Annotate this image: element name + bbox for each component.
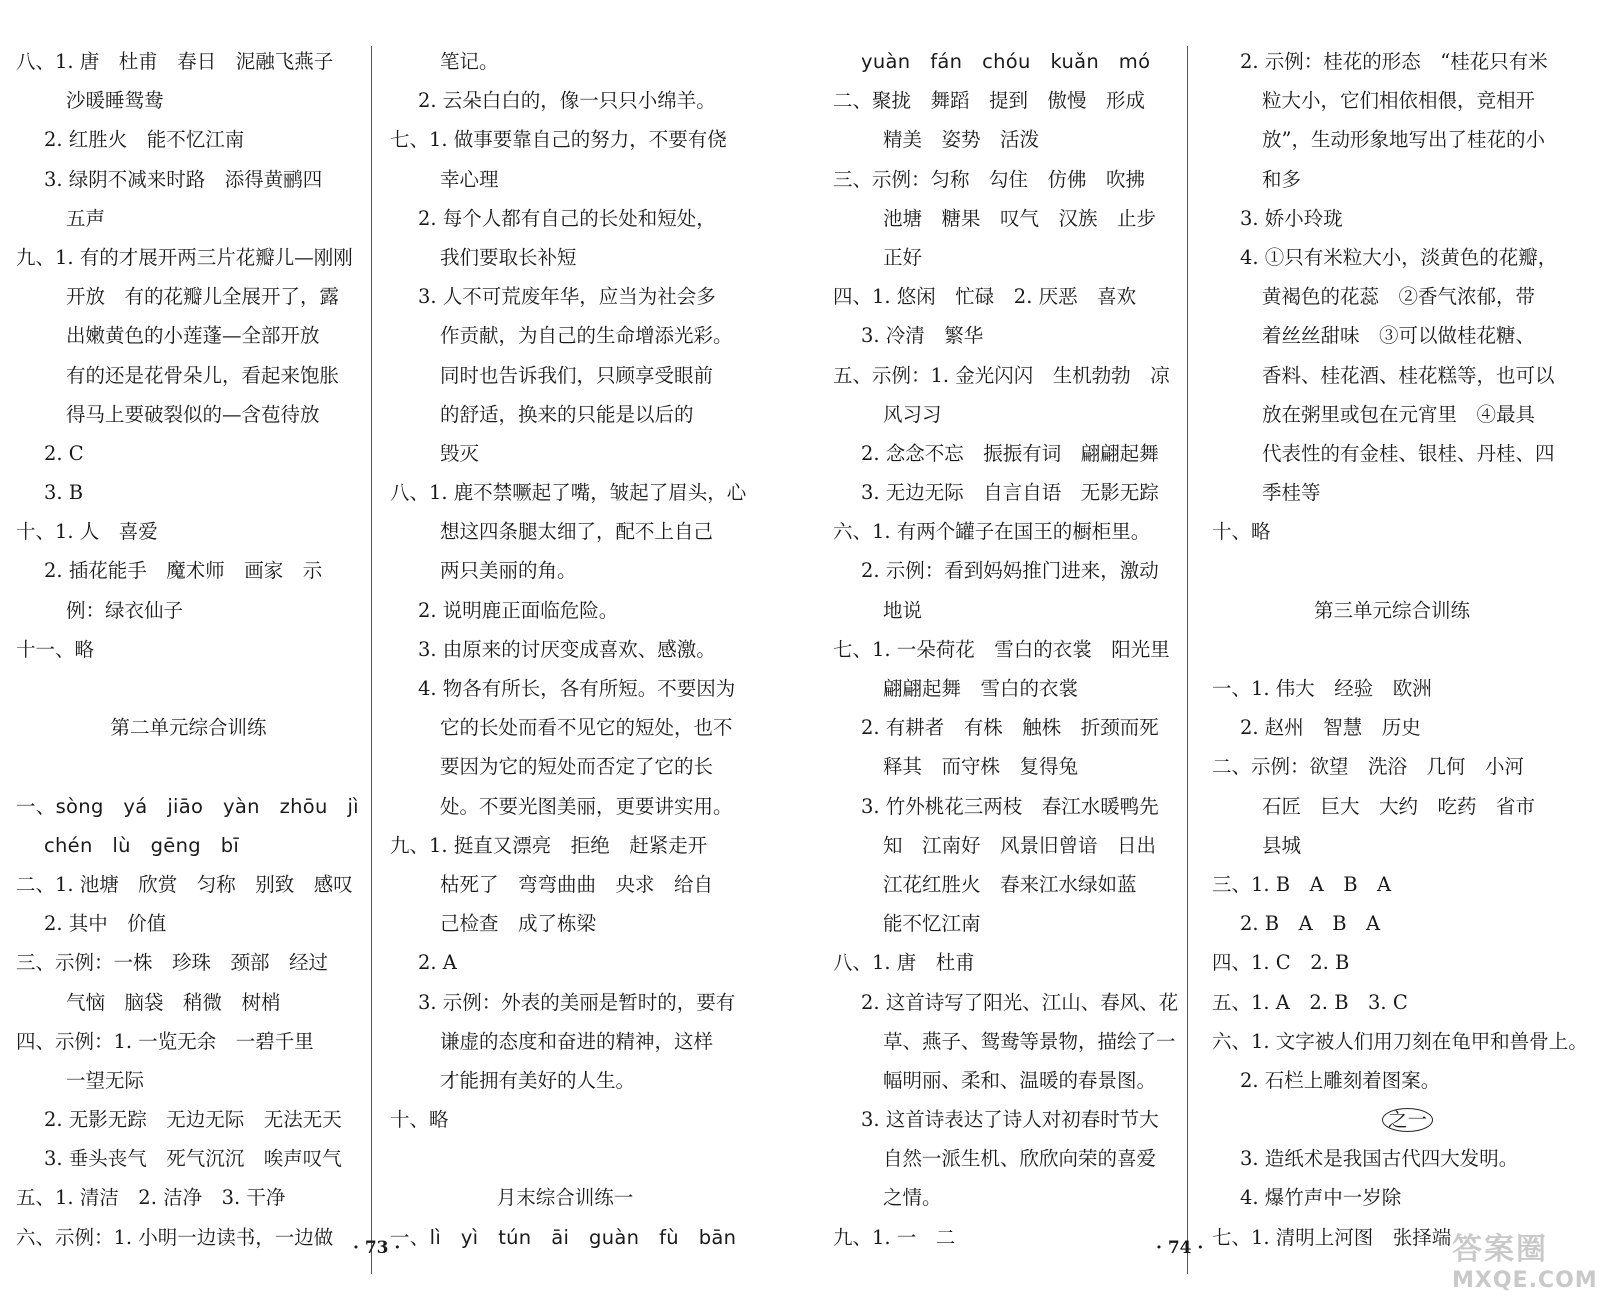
answer-line: yuàn fán chóu kuǎn mó: [861, 50, 1151, 73]
answer-line: 3. 造纸术是我国古代四大发明。: [1240, 1147, 1519, 1171]
answer-line: 处。不要光图美丽，更要讲实用。: [440, 794, 733, 818]
answer-line: 我们要取长补短: [440, 245, 577, 269]
blank-line: [1212, 630, 1572, 669]
answer-line: 精美 姿势 活泼: [883, 128, 1040, 152]
answer-line: 能不忆江南: [883, 912, 981, 936]
answer-line: 十、略: [390, 1108, 449, 1132]
answer-line: 2. 这首诗写了阳光、江山、春风、花: [861, 990, 1179, 1014]
answer-line: 五声: [66, 206, 106, 230]
answer-line: 2. B A B A: [1240, 912, 1381, 936]
answer-line: chén lù gēng bī: [44, 833, 240, 857]
answer-line: 例：绿衣仙子: [66, 598, 184, 622]
answer-line: 2. 赵州 智慧 历史: [1240, 716, 1421, 740]
answer-line: [1212, 1100, 1572, 1139]
answer-line: 2. 示例：桂花的形态 “桂花只有米: [1240, 50, 1548, 73]
answer-line: 二、1. 池塘 欣赏 匀称 别致 感叹: [16, 872, 353, 896]
answer-line: 四、示例：1. 一览无余 一碧千里: [16, 1029, 314, 1053]
answer-line: 笔记。: [440, 50, 499, 73]
answer-line: 七、1. 一朵荷花 雪白的衣裳 阳光里: [833, 637, 1170, 661]
answer-line: 它的长处而看不见它的短处，也不: [440, 716, 733, 740]
answer-line: 4. 爆竹声中一岁除: [1240, 1186, 1402, 1210]
answer-line: 江花红胜火 春来江水绿如蓝: [883, 872, 1137, 896]
answer-line: 2. 插花能手 魔术师 画家 示: [44, 559, 323, 583]
answer-line: 自然一派生机、欣欣向荣的喜爱: [883, 1147, 1157, 1171]
answer-line: 八、1. 鹿不禁噘起了嘴，皱起了眉头，心: [390, 481, 747, 505]
answer-line: 六、1. 文字被人们用刀刻在龟甲和兽骨上。: [1212, 1029, 1588, 1053]
answer-line: 幅明丽、柔和、温暖的春景图。: [883, 1068, 1157, 1092]
blank-line: [390, 1139, 740, 1178]
answer-line: 3. B: [44, 481, 84, 505]
answer-line: 2. 每个人都有自己的长处和短处，: [418, 206, 716, 230]
answer-line: 八、1. 唐 杜甫 春日 泥融飞燕子: [16, 50, 334, 73]
answer-line: 九、1. 一 二: [833, 1225, 956, 1249]
answer-line: 3. 人不可荒废年华，应当为社会多: [418, 285, 716, 309]
answer-line: 的舒适，换来的只能是以后的: [440, 402, 694, 426]
answer-line: 之情。: [883, 1186, 942, 1210]
answer-line: 季桂等: [1262, 481, 1321, 505]
answer-line: 4. 物各有所长，各有所短。不要因为: [418, 677, 736, 700]
answer-line: 4. ①只有米粒大小，淡黄色的花瓣，: [1240, 245, 1558, 269]
answer-line: 想这四条腿太细了，配不上自己: [440, 520, 714, 544]
answer-line: 2. A: [418, 951, 457, 975]
answer-line: 十一、略: [16, 637, 95, 661]
answer-line: 两只美丽的角。: [440, 559, 577, 583]
answer-line: 一望无际: [66, 1068, 145, 1092]
answer-line: 谦虚的态度和奋进的精神，这样: [440, 1029, 714, 1053]
answer-line: 3. 竹外桃花三两枝 春江水暖鸭先: [861, 794, 1159, 818]
answer-line: 六、1. 有两个罐子在国王的橱柜里。: [833, 520, 1151, 544]
answer-line: 粒大小，它们相依相偎，竞相开: [1262, 89, 1536, 113]
page-number-left: · 73 ·: [353, 1238, 401, 1258]
answer-line: 五、1. A 2. B 3. C: [1212, 990, 1408, 1014]
answer-line: 知 江南好 风景旧曾谙 日出: [883, 833, 1157, 857]
answer-line: 沙暖睡鸳鸯: [66, 89, 164, 113]
answer-line: 十、1. 人 喜爱: [16, 520, 158, 544]
answer-line: 九、1. 挺直又漂亮 拒绝 赶紧走开: [390, 833, 708, 857]
answer-line: 2. 念念不忘 振振有词 翩翩起舞: [861, 441, 1159, 465]
answer-line: 出嫩黄色的小莲蓬—全部开放: [66, 324, 320, 348]
answer-line: 二、示例：欲望 洗浴 几何 小河: [1212, 755, 1525, 779]
answer-line: 翩翩起舞 雪白的衣裳: [883, 677, 1079, 700]
section-title: 月末综合训练一: [496, 1186, 634, 1210]
blank-line: [16, 747, 361, 786]
answer-line: 池塘 糖果 叹气 汉族 止步: [883, 206, 1157, 230]
answer-line: 2. 有耕者 有株 触株 折颈而死: [861, 716, 1159, 740]
answer-line: 草、燕子、鸳鸯等景物，描绘了一: [883, 1029, 1176, 1053]
column-divider: [371, 46, 372, 1274]
column-divider: [1187, 46, 1188, 1274]
answer-line: 五、1. 清洁 2. 洁净 3. 干净: [16, 1186, 286, 1210]
answer-line: 四、1. 悠闲 忙碌 2. 厌恶 喜欢: [833, 285, 1137, 309]
answer-line: 香料、桂花酒、桂花糕等，也可以: [1262, 363, 1555, 387]
answer-line: 九、1. 有的才展开两三片花瓣儿—刚刚: [16, 245, 353, 269]
answer-line: 一、1. 伟大 经验 欧洲: [1212, 677, 1432, 700]
answer-column-1: [16, 42, 361, 1257]
answer-line: 己检查 成了栋梁: [440, 912, 597, 936]
answer-column-4: [1212, 42, 1588, 1257]
answer-line: 3. 娇小玲珑: [1240, 206, 1343, 230]
answer-line: 县城: [1262, 833, 1302, 857]
answer-column-3: [833, 42, 1178, 1257]
watermark-logo: [1452, 1224, 1597, 1304]
answer-line: 放”，生动形象地写出了桂花的小: [1262, 128, 1545, 152]
answer-line: 四、1. C 2. B: [1212, 951, 1350, 975]
blank-line: [16, 669, 361, 708]
blank-line: [1212, 551, 1572, 590]
answer-line: 黄褐色的花蕊 ②香气浓郁，带: [1262, 285, 1536, 309]
answer-line: 气恼 脑袋 稍微 树梢: [66, 990, 281, 1014]
answer-line: 三、1. B A B A: [1212, 872, 1392, 896]
answer-line: 2. 说明鹿正面临危险。: [418, 598, 619, 622]
answer-line: 正好: [883, 245, 923, 269]
answer-line: 二、聚拢 舞蹈 提到 傲慢 形成: [833, 89, 1146, 113]
answer-line: 同时也告诉我们，只顾享受眼前: [440, 363, 714, 387]
answer-line: 2. 云朵白白的，像一只只小绵羊。: [418, 89, 716, 113]
answer-line: 2. 无影无踪 无边无际 无法无天: [44, 1108, 342, 1132]
answer-line: 释其 而守株 复得兔: [883, 755, 1079, 779]
answer-line: 作贡献，为自己的生命增添光彩。: [440, 324, 733, 348]
answer-line: 五、示例：1. 金光闪闪 生机勃勃 凉: [833, 363, 1170, 387]
answer-line: 三、示例：匀称 勾住 仿佛 吹拂: [833, 167, 1146, 191]
section-title: 第三单元综合训练: [1313, 598, 1470, 622]
page-number-right: · 74 ·: [1156, 1238, 1204, 1258]
answer-line: 3. 绿阴不减来时路 添得黄鹂四: [44, 167, 323, 191]
answer-column-2: [390, 42, 747, 1257]
answer-line: 着丝丝甜味 ③可以做桂花糖、: [1262, 324, 1536, 348]
answer-line: 一、sòng yá jiāo yàn zhōu jì: [16, 794, 359, 818]
section-title: 第二单元综合训练: [110, 716, 267, 740]
answer-line: 代表性的有金桂、银桂、丹桂、四: [1262, 441, 1555, 465]
answer-line: 七、1. 做事要靠自己的努力，不要有侥: [390, 128, 727, 152]
circled-annotation: 之一: [1382, 1108, 1433, 1132]
answer-line: 七、1. 清明上河图 张择端: [1212, 1225, 1452, 1249]
answer-line: 3. 这首诗表达了诗人对初春时节大: [861, 1108, 1159, 1132]
answer-line: 幸心理: [440, 167, 499, 191]
answer-line: 得马上要破裂似的—含苞待放: [66, 402, 320, 426]
answer-line: 3. 由原来的讨厌变成喜欢、感激。: [418, 637, 716, 661]
answer-line: 要因为它的短处而否定了它的长: [440, 755, 714, 779]
answer-line: 和多: [1262, 167, 1302, 191]
answer-line: 3. 无边无际 自言自语 无影无踪: [861, 481, 1159, 505]
answer-line: 毁灭: [440, 441, 480, 465]
answer-line: 3. 垂头丧气 死气沉沉 唉声叹气: [44, 1147, 342, 1171]
answer-line: 十、略: [1212, 520, 1271, 544]
answer-line: 2. 示例：看到妈妈推门进来，激动: [861, 559, 1159, 583]
answer-line: 石匠 巨大 大约 吃药 省市: [1262, 794, 1536, 818]
answer-line: 放在粥里或包在元宵里 ④最具: [1262, 402, 1536, 426]
answer-line: 风习习: [883, 402, 942, 426]
answer-line: 地说: [883, 598, 923, 622]
answer-line: 有的还是花骨朵儿，看起来饱胀: [66, 363, 340, 387]
answer-line: 才能拥有美好的人生。: [440, 1068, 636, 1092]
answer-line: 2. 红胜火 能不忆江南: [44, 128, 245, 152]
answer-line: 2. 石栏上雕刻着图案。: [1240, 1068, 1441, 1092]
answer-line: 3. 冷清 繁华: [861, 324, 984, 348]
answer-line: 六、示例：1. 小明一边读书，一边做: [16, 1225, 334, 1249]
watermark-brand: 答案圈: [1452, 1232, 1548, 1267]
answer-line: 2. C: [44, 441, 84, 465]
answer-line: 三、示例：一株 珍珠 颈部 经过: [16, 951, 329, 975]
watermark-url: MXQE.COM: [1452, 1268, 1598, 1293]
answer-line: 开放 有的花瓣儿全展开了，露: [66, 285, 340, 309]
answer-line: 枯死了 弯弯曲曲 央求 给自: [440, 872, 714, 896]
answer-line: 2. 其中 价值: [44, 912, 167, 936]
answer-line: 八、1. 唐 杜甫: [833, 951, 975, 975]
answer-line: 一、lì yì tún āi guàn fù bān: [390, 1225, 737, 1249]
answer-line: 3. 示例：外表的美丽是暂时的，要有: [418, 990, 736, 1014]
